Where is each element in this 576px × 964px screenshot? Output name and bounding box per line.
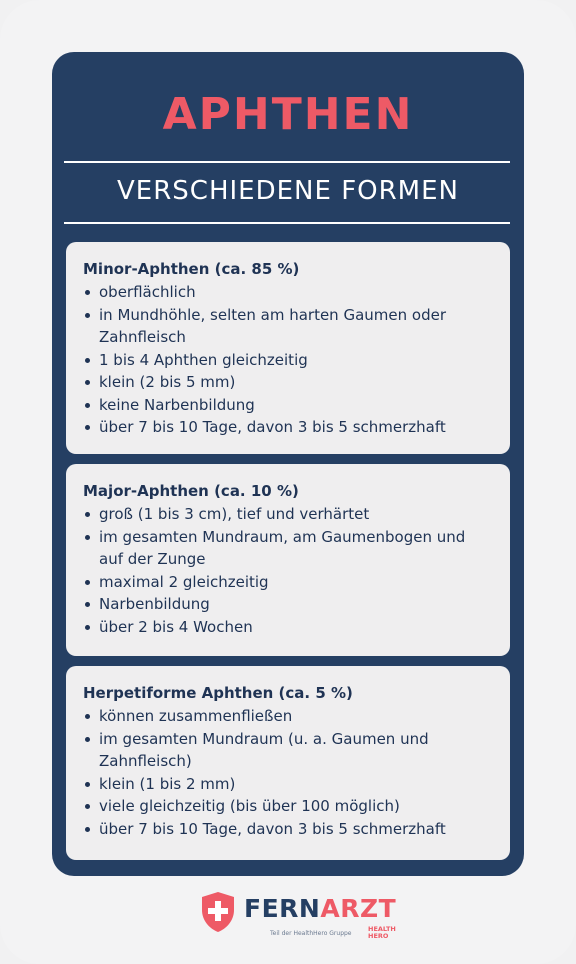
section-herpetiforme-aphthen — [66, 666, 510, 860]
healthhero-line2: HERO — [368, 932, 389, 940]
brand-tagline: Teil der HealthHero Gruppe — [270, 930, 352, 937]
list-item: über 2 bis 4 Wochen — [83, 616, 496, 639]
list-item: Narbenbildung — [83, 593, 496, 616]
list-item: über 7 bis 10 Tage, davon 3 bis 5 schmerzhaft — [83, 818, 496, 841]
fernarzt-logo — [198, 890, 397, 946]
list-item: können zusammenfließen — [83, 705, 496, 728]
bullet-list — [83, 705, 496, 840]
list-item: in Mundhöhle, selten am harten Gaumen oder Zahnfleisch — [83, 304, 496, 349]
list-item: im gesamten Mundraum (u. a. Gaumen und Zahnfleisch) — [83, 728, 496, 773]
list-item: über 7 bis 10 Tage, davon 3 bis 5 schmerzhaft — [83, 416, 496, 439]
list-item: klein (2 bis 5 mm) — [83, 371, 496, 394]
healthhero-line1: HEALTH — [368, 925, 396, 933]
list-item: im gesamten Mundraum, am Gaumenbogen und auf der Zunge — [83, 526, 496, 571]
list-item: oberflächlich — [83, 281, 496, 304]
list-item: maximal 2 gleichzeitig — [83, 571, 496, 594]
brand-name-part1: FERN — [244, 894, 321, 923]
list-item: groß (1 bis 3 cm), tief und verhärtet — [83, 503, 496, 526]
healthhero-mark — [368, 926, 396, 940]
list-item: 1 bis 4 Aphthen gleichzeitig — [83, 349, 496, 372]
list-item: keine Narbenbildung — [83, 394, 496, 417]
page-subtitle: VERSCHIEDENE FORMEN — [117, 176, 459, 206]
list-item: klein (1 bis 2 mm) — [83, 773, 496, 796]
section-heading: Minor-Aphthen (ca. 85 %) — [83, 260, 300, 278]
section-heading: Major-Aphthen (ca. 10 %) — [83, 482, 299, 500]
brand-name — [244, 894, 396, 924]
section-minor-aphthen — [66, 242, 510, 454]
divider-bottom — [64, 222, 510, 224]
bullet-list — [83, 281, 496, 439]
shield-cross-icon — [198, 890, 238, 934]
section-heading: Herpetiforme Aphthen (ca. 5 %) — [83, 684, 353, 702]
brand-name-part2: ARZT — [320, 894, 397, 923]
section-major-aphthen — [66, 464, 510, 656]
list-item: viele gleichzeitig (bis über 100 möglich) — [83, 795, 496, 818]
bullet-list — [83, 503, 496, 638]
divider-top — [64, 161, 510, 163]
page-title: APHTHEN — [162, 89, 414, 140]
